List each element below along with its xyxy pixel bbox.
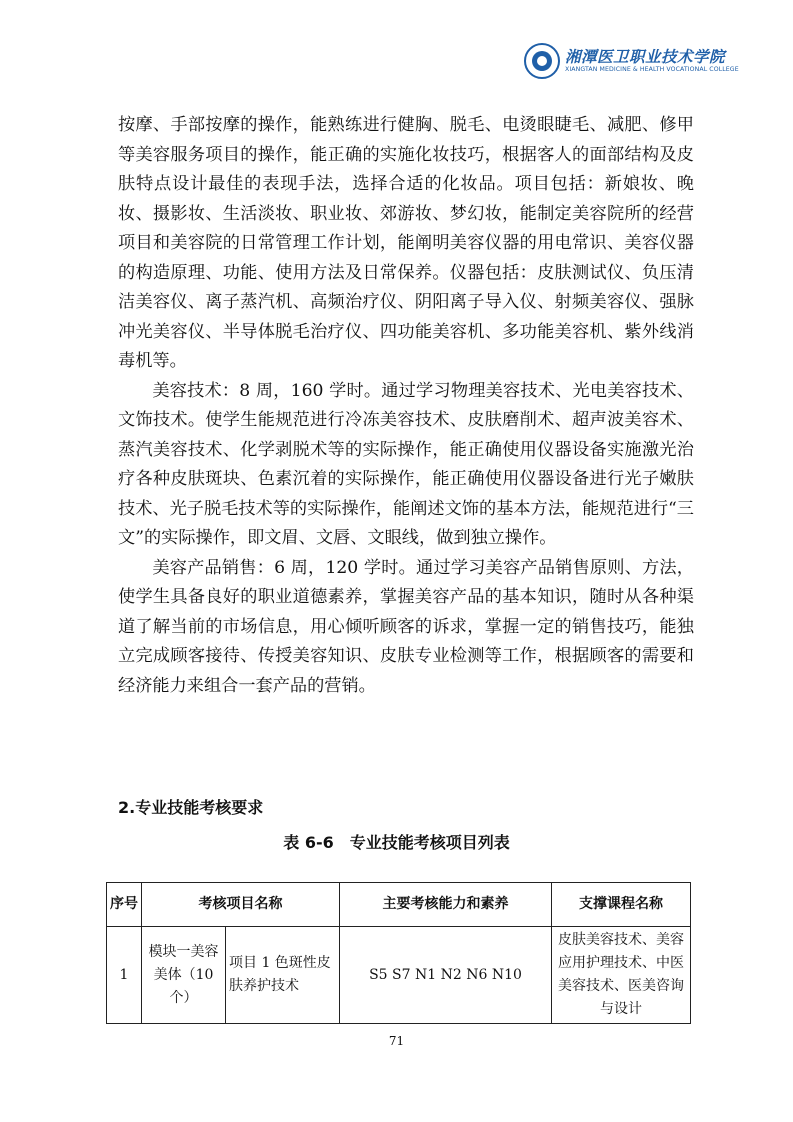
section-heading: 2.专业技能考核要求	[118, 798, 264, 817]
page-number: 71	[388, 1034, 405, 1048]
school-name: 湘潭医卫职业技术学院	[565, 46, 726, 66]
cell-courses: 皮肤美容技术、美容应用护理技术、中医美容技术、医美咨询与设计	[552, 927, 691, 1024]
paragraph: 按摩、手部按摩的操作，能熟练进行健胸、脱毛、电烫眼睫毛、减肥、修甲等美容服务项目的操作，能正确的实施化妆技巧，根据客人的面部结构及皮肤特点设计最佳的表现手法，选择合适的化妆品。项目包括：新娘妆、晚妆、摄影妆、生活淡妆、职业妆、郊游妆、梦幻妆，能制定美容院所的经营项目和美容院的日常管理工作计划，能阐明美容仪器的用电常识、美容仪器的构造原理、功能、使用方法及日常保养。仪器包括：皮肤测试仪、负压清洁美容仪、离子蒸汽机、高频治疗仪、阴阳离子导入仪、射频美容仪、强脉冲光美容仪、半导体脱毛治疗仪、四功能美容机、多功能美容机、紫外线消毒机等。	[118, 115, 694, 371]
header-courses: 支撑课程名称	[552, 883, 691, 927]
assessment-table	[106, 882, 691, 1024]
header-ability: 主要考核能力和素养	[340, 883, 552, 927]
table-header-row	[107, 883, 691, 927]
header-seq: 序号	[107, 883, 142, 927]
cell-module: 模块一美容美体（10 个）	[142, 927, 226, 1024]
paragraph: 美容技术：8 周，160 学时。通过学习物理美容技术、光电美容技术、文饰技术。使学生能规范进行冷冻美容技术、皮肤磨削术、超声波美容术、蒸汽美容技术、化学剥脱术等的实际操作，能正确使用仪器设备实施激光治疗各种皮肤斑块、色素沉着的实际操作，能正确使用仪器设备进行光子嫩肤技术、光子脱毛技术等的实际操作，能阐述文饰的基本方法，能规范进行“三文”的实际操作，即文眉、文唇、文眼线，做到独立操作。	[118, 380, 694, 548]
table-caption: 表 6-6 专业技能考核项目列表	[283, 833, 510, 852]
cell-project: 项目 1 色斑性皮肤养护技术	[226, 927, 340, 1024]
paragraph: 美容产品销售：6 周，120 学时。通过学习美容产品销售原则、方法，使学生具备良好的职业道德素养，掌握美容产品的基本知识，随时从各种渠道了解当前的市场信息，用心倾听顾客的诉求，掌握一定的销售技巧，能独立完成顾客接待、传授美容知识、皮肤专业检测等工作，根据顾客的需要和经济能力来组合一套产品的营销。	[118, 557, 694, 696]
cell-ability: S5 S7 N1 N2 N6 N10	[340, 927, 552, 1024]
table-row	[107, 927, 691, 1024]
school-seal-icon	[524, 43, 560, 79]
cell-seq: 1	[107, 927, 142, 1024]
school-logo	[524, 42, 739, 80]
body-text	[118, 111, 694, 701]
header-item-name: 考核项目名称	[142, 883, 340, 927]
school-name-en: XIANGTAN MEDICINE & HEALTH VOCATIONAL COLLEGE	[565, 66, 739, 74]
